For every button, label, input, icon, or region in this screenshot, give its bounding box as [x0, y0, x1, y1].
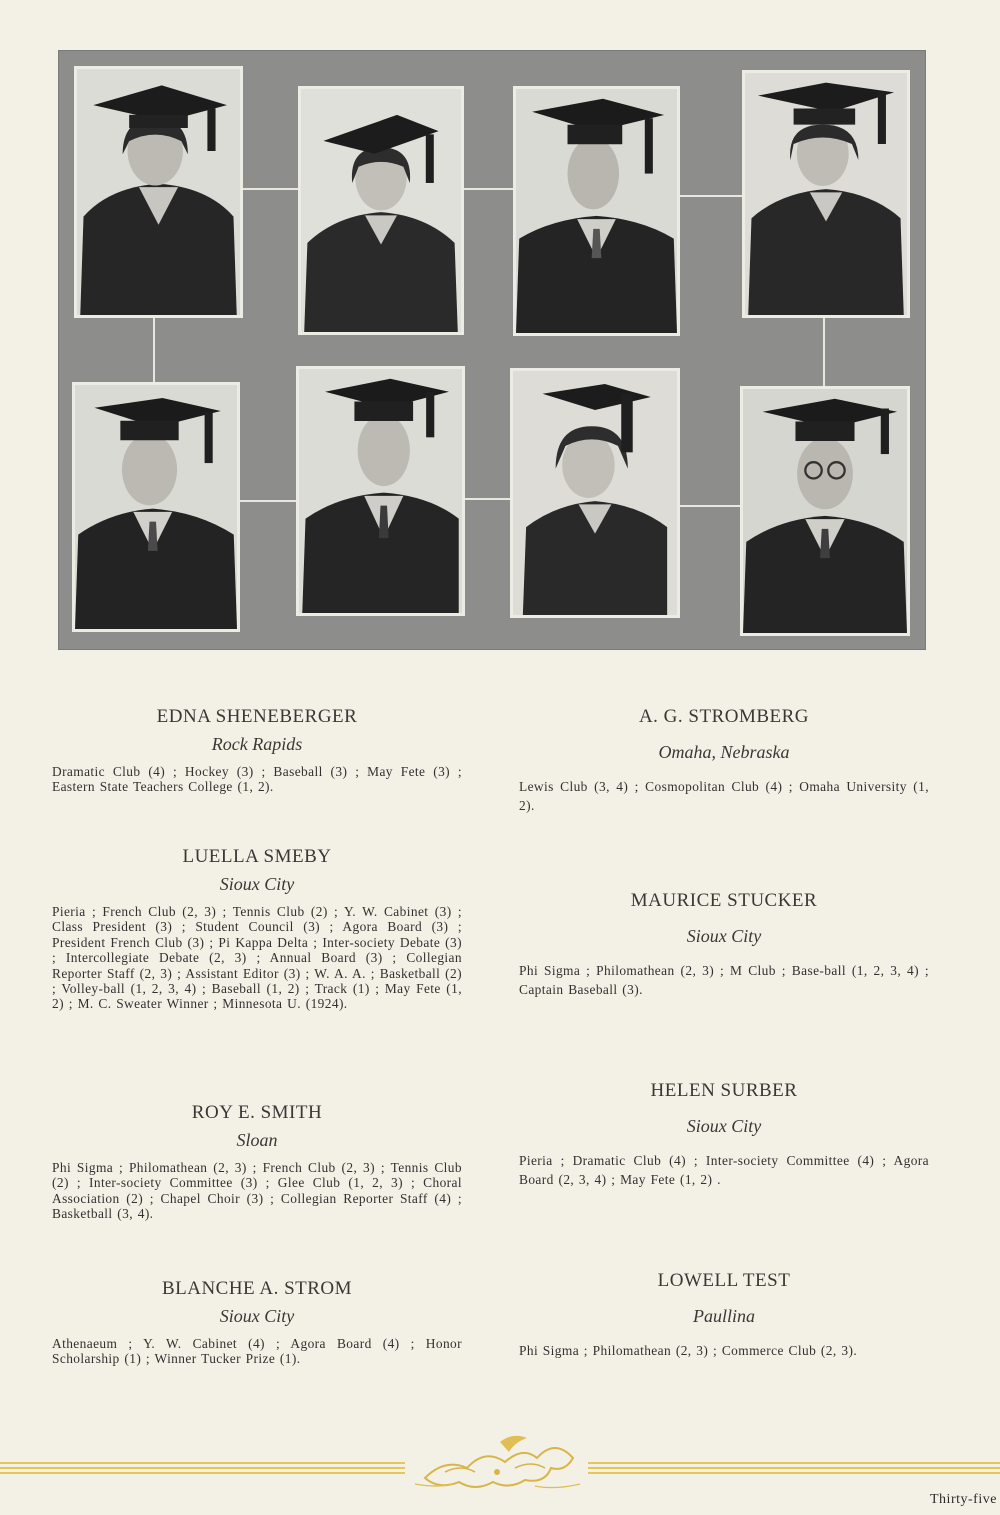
senior-hometown: Paullina: [693, 1306, 755, 1326]
portrait-man-photo: [516, 89, 677, 333]
senior-hometown: Sioux City: [219, 1306, 295, 1326]
page-number: Thirty-five: [930, 1492, 997, 1507]
senior-activities: Phi Sigma ; Philomathean (2, 3) ; French Club (2, 3) ; Tennis Club (2) ; Inter-society Committee (3) ; Glee Club (1, 2, 3) ; Choral Association (2) ; Chapel Choir (3) ; Collegian Reporter Staff (4) ; Basketball (3, 4).: [52, 1160, 462, 1222]
connector-line: [464, 498, 512, 500]
senior-hometown: Sloan: [236, 1130, 278, 1150]
senior-activities: Phi Sigma ; Philomathean (2, 3) ; Commerce Club (2, 3).: [519, 1343, 858, 1358]
portrait-man-photo: [296, 366, 465, 616]
connector-line: [153, 318, 155, 384]
portrait-man-photo: [513, 86, 680, 336]
senior-name: HELEN SURBER: [650, 1080, 798, 1101]
connector-line: [240, 188, 300, 190]
portrait-woman-photo: [513, 371, 677, 615]
footer-rule-left: [0, 1462, 405, 1474]
senior-activities: Phi Sigma ; Philomathean (2, 3) ; M Club ; Base-ball (1, 2, 3, 4) ; Captain Baseball (3).: [519, 963, 929, 997]
senior-hometown: Sioux City: [219, 874, 295, 894]
portrait-panel: [58, 50, 926, 650]
senior-name: ROY E. SMITH: [191, 1102, 323, 1123]
portrait-woman-photo: [510, 368, 680, 618]
portrait-woman-photo: [301, 89, 461, 332]
portrait-man-photo: [75, 385, 237, 629]
portrait-woman-photo: [742, 70, 910, 318]
senior-hometown: Sioux City: [686, 926, 762, 946]
senior-name: A. G. STROMBERG: [638, 706, 810, 727]
connector-line: [464, 188, 514, 190]
connector-line: [823, 318, 825, 386]
connector-line: [680, 505, 742, 507]
senior-name: LOWELL TEST: [657, 1270, 791, 1291]
footer-rule-right: [588, 1462, 1000, 1474]
senior-entry: [52, 846, 462, 1012]
senior-entry: [519, 1080, 929, 1189]
portrait-man-glasses-photo: [743, 389, 907, 633]
senior-name: EDNA SHENEBERGER: [156, 706, 358, 727]
senior-entry: [519, 890, 929, 999]
senior-hometown: Sioux City: [686, 1116, 762, 1136]
connector-line: [680, 195, 742, 197]
portrait-woman-photo: [745, 73, 907, 315]
senior-entry: [52, 1278, 462, 1367]
senior-hometown: Rock Rapids: [211, 734, 303, 754]
portrait-man-glasses-photo: [740, 386, 910, 636]
ornament-emblem-icon: [405, 1428, 590, 1494]
senior-activities: Athenaeum ; Y. W. Cabinet (4) ; Agora Board (4) ; Honor Scholarship (1) ; Winner Tucker Prize (1).: [52, 1336, 462, 1367]
portrait-woman-photo: [77, 69, 240, 315]
connector-line: [240, 500, 300, 502]
portrait-man-photo: [299, 369, 462, 613]
senior-activities: Lewis Club (3, 4) ; Cosmopolitan Club (4) ; Omaha University (1, 2).: [519, 779, 929, 813]
senior-entry: [519, 706, 929, 815]
senior-entry: [52, 706, 462, 795]
portrait-man-photo: [72, 382, 240, 632]
senior-entry: [519, 1270, 929, 1360]
senior-name: LUELLA SMEBY: [182, 846, 332, 867]
senior-hometown: Omaha, Nebraska: [658, 742, 790, 762]
portrait-woman-photo: [298, 86, 464, 335]
ornament-emblem-icon: [405, 1428, 590, 1494]
senior-entry: [52, 1102, 462, 1222]
portrait-woman-photo: [74, 66, 243, 318]
senior-name: MAURICE STUCKER: [630, 890, 818, 911]
senior-activities: Pieria ; Dramatic Club (4) ; Inter-society Committee (4) ; Agora Board (2, 3, 4) ; May Fete (1, 2) .: [519, 1153, 929, 1187]
senior-activities: Pieria ; French Club (2, 3) ; Tennis Club (2) ; Y. W. Cabinet (3) ; Class President (3) ; Student Council (3) ; Agora Board (3) ; President French Club (3) ; Pi Kappa Delta ; Inter-society Debate (3) ; Intercollegiate Debate (2, 3) ; Annual Board (3) ; Collegian Reporter Staff (2, 3) ; Assistant Editor (3) ; W. A. A. ; Basketball (2) ; Volley-ball (1, 2, 3, 4) ; Baseball (1, 2) ; Track (1) ; May Fete (1, 2) ; M. C. Sweater Winner ; Minnesota U. (1924).: [52, 904, 462, 1012]
senior-activities: Dramatic Club (4) ; Hockey (3) ; Baseball (3) ; May Fete (3) ; Eastern State Teachers College (1, 2).: [52, 764, 462, 795]
senior-name: BLANCHE A. STROM: [161, 1278, 353, 1299]
